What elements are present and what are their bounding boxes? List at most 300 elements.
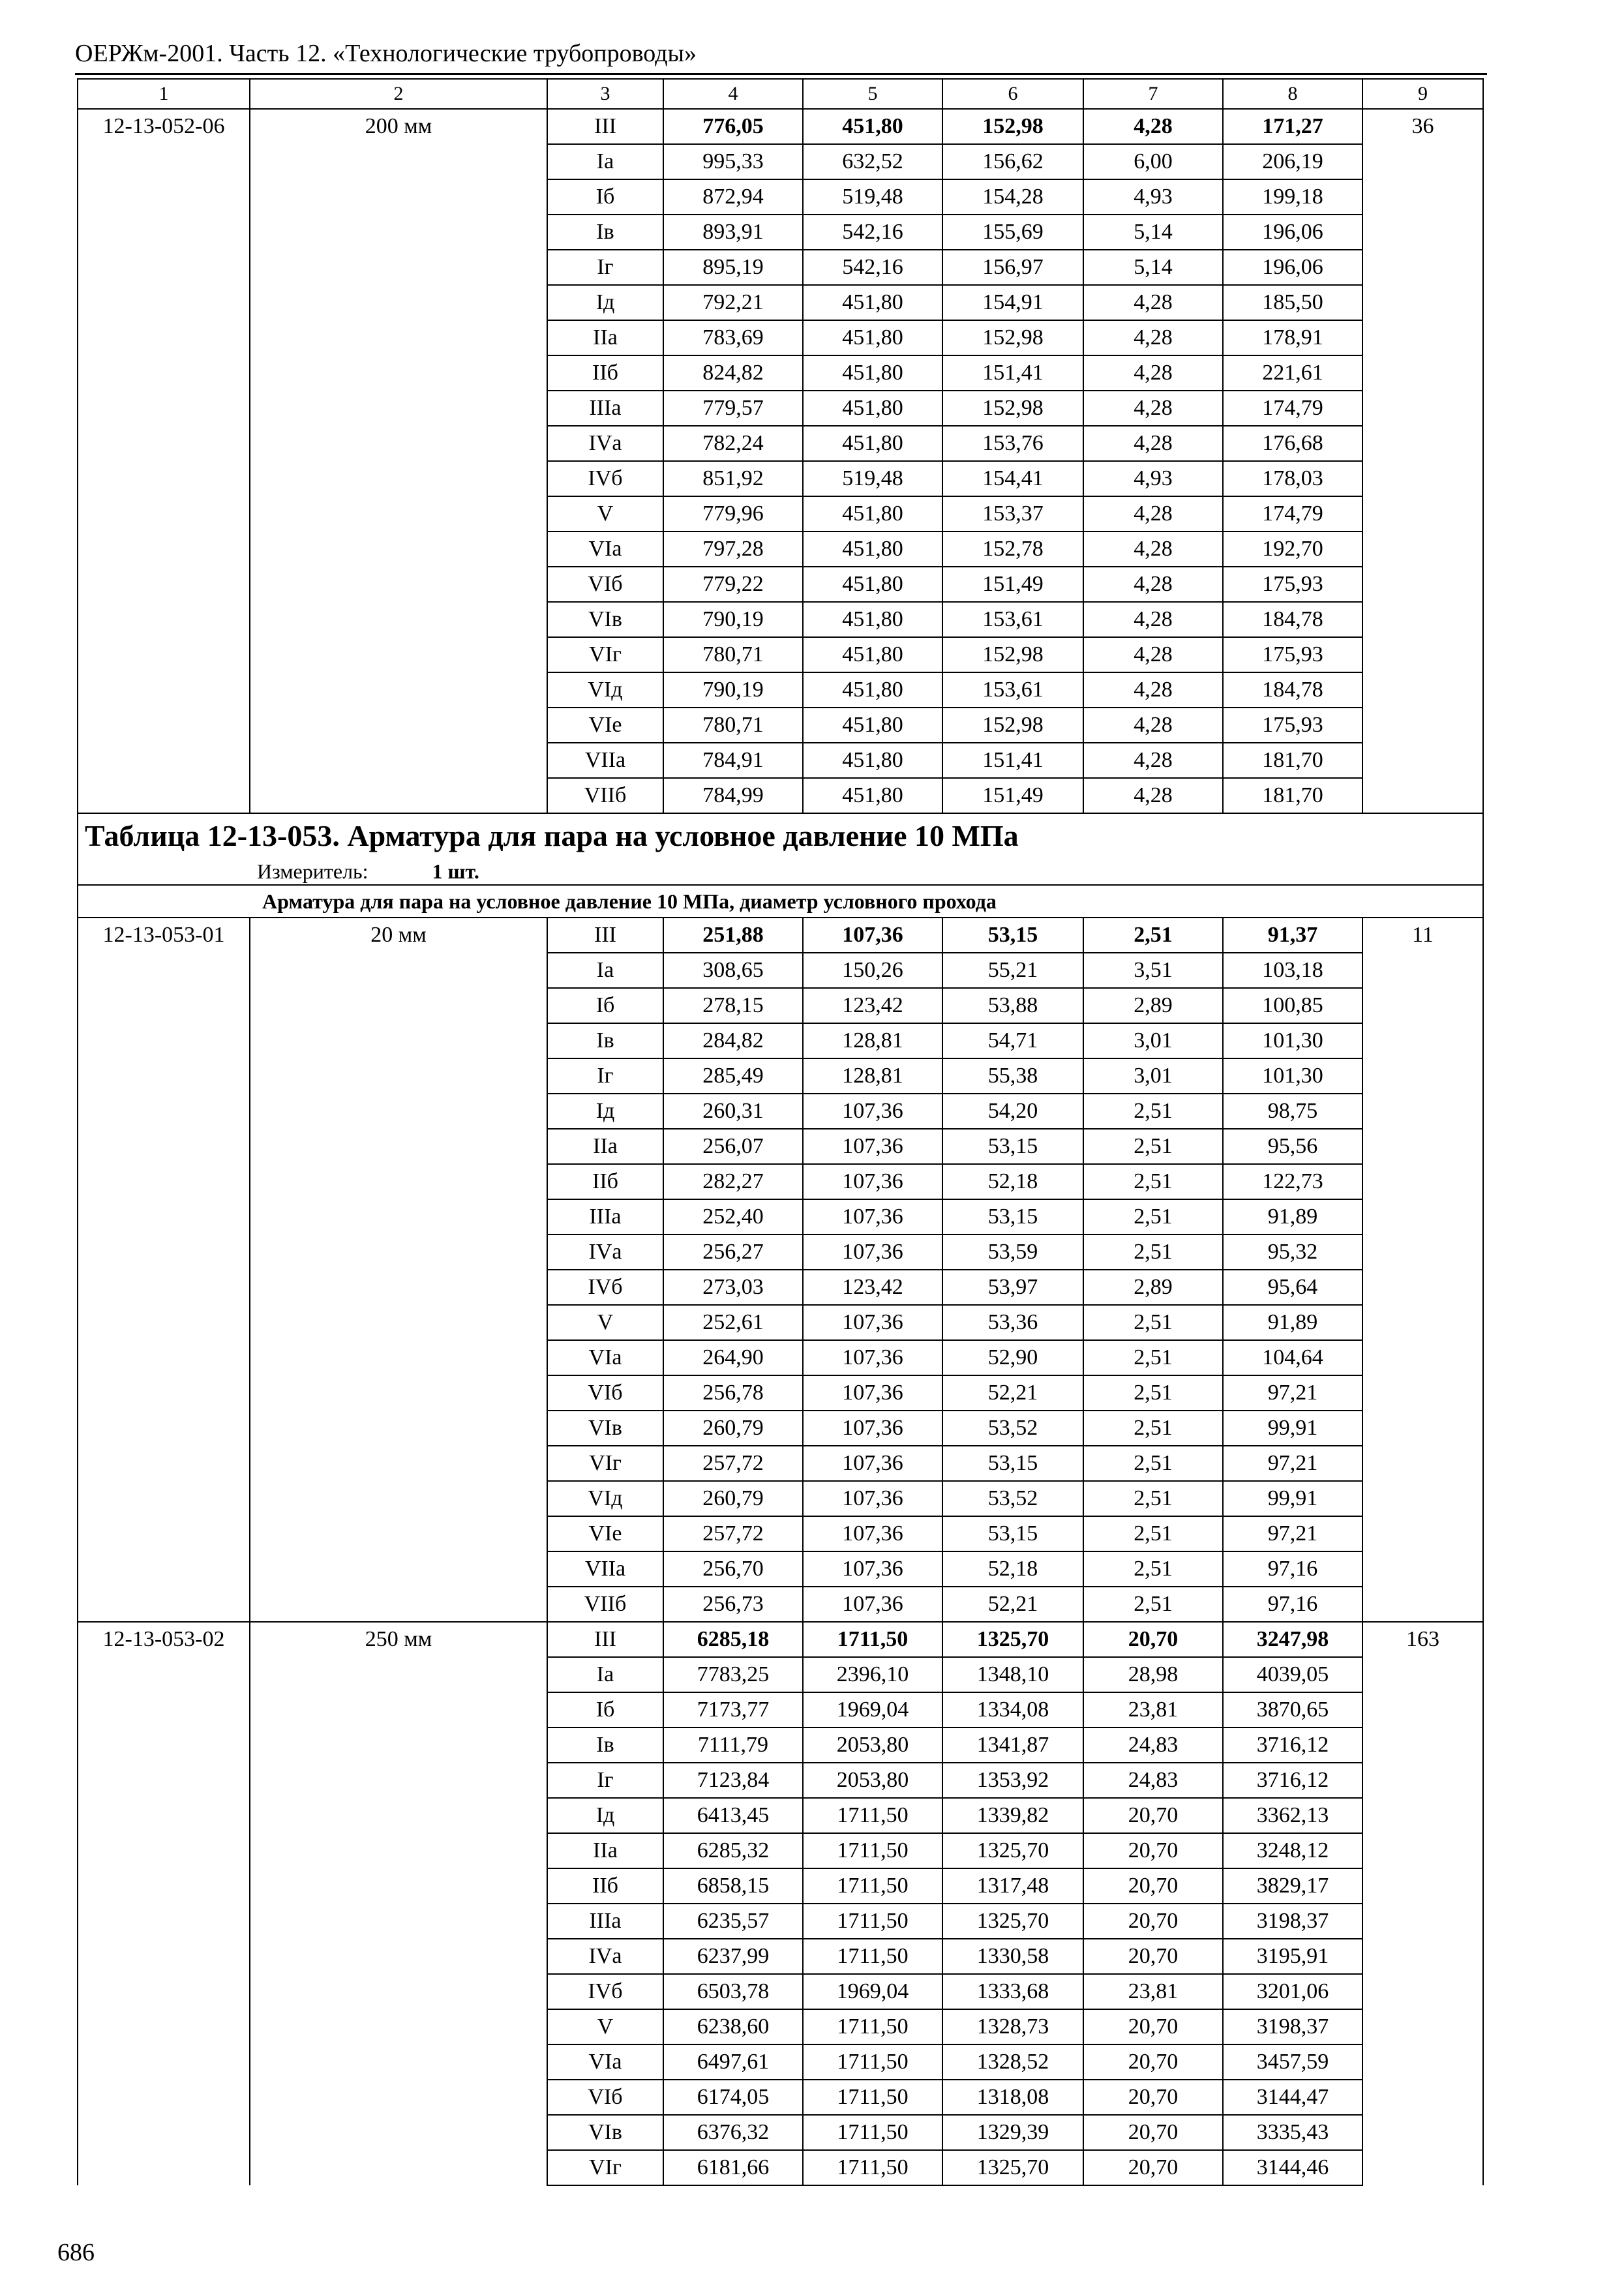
rate-code — [78, 1234, 250, 1270]
value-cell: 2,51 — [1083, 1446, 1223, 1481]
value-cell: 20,70 — [1083, 2009, 1223, 2044]
table-row — [78, 2080, 1483, 2115]
value-cell: 784,91 — [663, 743, 803, 778]
rate-code — [78, 1270, 250, 1305]
value-cell: 783,69 — [663, 320, 803, 355]
value-cell: 1711,50 — [803, 2080, 942, 2115]
value-cell: 6174,05 — [663, 2080, 803, 2115]
value-cell: 52,21 — [942, 1375, 1083, 1411]
pipe-diameter — [250, 672, 547, 708]
value-cell: 451,80 — [803, 531, 942, 567]
value-cell: 24,83 — [1083, 1728, 1223, 1763]
zone-label: Iв — [547, 215, 663, 250]
mass-value — [1362, 1270, 1483, 1305]
pipe-diameter — [250, 1446, 547, 1481]
pipe-diameter: 20 мм — [250, 918, 547, 953]
value-cell: 6858,15 — [663, 1868, 803, 1904]
value-cell: 780,71 — [663, 708, 803, 743]
table-title-row — [78, 813, 1483, 858]
rate-code — [78, 355, 250, 391]
value-cell: 7173,77 — [663, 1692, 803, 1728]
value-cell: 101,30 — [1223, 1058, 1362, 1094]
value-cell: 451,80 — [803, 391, 942, 426]
value-cell: 153,61 — [942, 602, 1083, 637]
table-row — [78, 602, 1483, 637]
mass-value — [1362, 496, 1483, 531]
value-cell: 285,49 — [663, 1058, 803, 1094]
table-row — [78, 778, 1483, 813]
pipe-diameter — [250, 637, 547, 672]
rate-code — [78, 2044, 250, 2080]
value-cell: 53,36 — [942, 1305, 1083, 1340]
rate-code — [78, 531, 250, 567]
value-cell: 1969,04 — [803, 1692, 942, 1728]
mass-value — [1362, 1164, 1483, 1199]
mass-value — [1362, 708, 1483, 743]
rate-code — [78, 1551, 250, 1587]
value-cell: 7123,84 — [663, 1763, 803, 1798]
pipe-diameter — [250, 320, 547, 355]
value-cell: 176,68 — [1223, 426, 1362, 461]
zone-label: Iб — [547, 988, 663, 1023]
value-cell: 24,83 — [1083, 1763, 1223, 1798]
pipe-diameter — [250, 2009, 547, 2044]
pipe-diameter — [250, 1692, 547, 1728]
pipe-diameter — [250, 1763, 547, 1798]
value-cell: 2,51 — [1083, 1234, 1223, 1270]
rate-code — [78, 2009, 250, 2044]
zone-label: IVб — [547, 1974, 663, 2009]
pipe-diameter — [250, 1657, 547, 1692]
value-cell: 20,70 — [1083, 1833, 1223, 1868]
value-cell: 154,28 — [942, 179, 1083, 215]
value-cell: 2,89 — [1083, 988, 1223, 1023]
value-cell: 824,82 — [663, 355, 803, 391]
value-cell: 152,98 — [942, 637, 1083, 672]
zone-label: VIа — [547, 1340, 663, 1375]
table-row — [78, 1023, 1483, 1058]
value-cell: 260,79 — [663, 1411, 803, 1446]
pipe-diameter — [250, 1023, 547, 1058]
rate-code — [78, 672, 250, 708]
zone-label: Iд — [547, 1798, 663, 1833]
value-cell: 2,51 — [1083, 1094, 1223, 1129]
value-cell: 152,98 — [942, 391, 1083, 426]
pipe-diameter — [250, 743, 547, 778]
value-cell: 995,33 — [663, 144, 803, 179]
value-cell: 152,98 — [942, 708, 1083, 743]
table-row — [78, 1868, 1483, 1904]
value-cell: 779,96 — [663, 496, 803, 531]
mass-value — [1362, 1728, 1483, 1763]
table-row — [78, 1129, 1483, 1164]
column-number: 2 — [250, 79, 547, 109]
value-cell: 178,03 — [1223, 461, 1362, 496]
value-cell: 1329,39 — [942, 2115, 1083, 2150]
rate-code — [78, 1129, 250, 1164]
value-cell: 782,24 — [663, 426, 803, 461]
zone-label: VIб — [547, 1375, 663, 1411]
pipe-diameter — [250, 1516, 547, 1551]
rate-code — [78, 1481, 250, 1516]
value-cell: 256,73 — [663, 1587, 803, 1622]
value-cell: 206,19 — [1223, 144, 1362, 179]
value-cell: 519,48 — [803, 179, 942, 215]
value-cell: 542,16 — [803, 215, 942, 250]
value-cell: 221,61 — [1223, 355, 1362, 391]
zone-label: VIд — [547, 1481, 663, 1516]
value-cell: 97,21 — [1223, 1375, 1362, 1411]
value-cell: 3362,13 — [1223, 1798, 1362, 1833]
value-cell: 3,51 — [1083, 953, 1223, 988]
value-cell: 52,21 — [942, 1587, 1083, 1622]
value-cell: 257,72 — [663, 1516, 803, 1551]
mass-value — [1362, 1763, 1483, 1798]
mass-value — [1362, 250, 1483, 285]
pipe-diameter — [250, 2150, 547, 2185]
value-cell: 3248,12 — [1223, 1833, 1362, 1868]
mass-value — [1362, 1129, 1483, 1164]
value-cell: 128,81 — [803, 1023, 942, 1058]
value-cell: 4,28 — [1083, 531, 1223, 567]
value-cell: 3870,65 — [1223, 1692, 1362, 1728]
value-cell: 4,28 — [1083, 708, 1223, 743]
value-cell: 451,80 — [803, 426, 942, 461]
value-cell: 181,70 — [1223, 743, 1362, 778]
value-cell: 154,91 — [942, 285, 1083, 320]
table-row — [78, 496, 1483, 531]
zone-label: V — [547, 2009, 663, 2044]
value-cell: 1339,82 — [942, 1798, 1083, 1833]
value-cell: 97,16 — [1223, 1587, 1362, 1622]
value-cell: 107,36 — [803, 1340, 942, 1375]
value-cell: 4,28 — [1083, 637, 1223, 672]
value-cell: 52,18 — [942, 1551, 1083, 1587]
table-row — [78, 144, 1483, 179]
value-cell: 4,93 — [1083, 179, 1223, 215]
mass-value: 11 — [1362, 918, 1483, 953]
value-cell: 2,51 — [1083, 1305, 1223, 1340]
value-cell: 3716,12 — [1223, 1763, 1362, 1798]
value-cell: 1330,58 — [942, 1939, 1083, 1974]
value-cell: 20,70 — [1083, 1868, 1223, 1904]
pipe-diameter: 250 мм — [250, 1622, 547, 1657]
value-cell: 107,36 — [803, 1551, 942, 1587]
value-cell: 53,59 — [942, 1234, 1083, 1270]
value-cell: 1711,50 — [803, 1939, 942, 1974]
zone-label: Iа — [547, 1657, 663, 1692]
table-row — [78, 918, 1483, 953]
value-cell: 7111,79 — [663, 1728, 803, 1763]
value-cell: 98,75 — [1223, 1094, 1362, 1129]
value-cell: 2396,10 — [803, 1657, 942, 1692]
table-row — [78, 1587, 1483, 1622]
value-cell: 260,79 — [663, 1481, 803, 1516]
price-table-body — [78, 79, 1483, 2185]
value-cell: 1348,10 — [942, 1657, 1083, 1692]
zone-label: VIг — [547, 1446, 663, 1481]
value-cell: 122,73 — [1223, 1164, 1362, 1199]
rate-code — [78, 1763, 250, 1798]
value-cell: 6413,45 — [663, 1798, 803, 1833]
rate-code — [78, 1587, 250, 1622]
table-row — [78, 1939, 1483, 1974]
zone-label: Iг — [547, 1058, 663, 1094]
value-cell: 851,92 — [663, 461, 803, 496]
rate-code — [78, 1833, 250, 1868]
value-cell: 53,15 — [942, 1199, 1083, 1234]
pipe-diameter — [250, 144, 547, 179]
value-cell: 154,41 — [942, 461, 1083, 496]
value-cell: 107,36 — [803, 1375, 942, 1411]
mass-value — [1362, 1446, 1483, 1481]
mass-value — [1362, 320, 1483, 355]
value-cell: 3829,17 — [1223, 1868, 1362, 1904]
mass-value — [1362, 1199, 1483, 1234]
value-cell: 153,61 — [942, 672, 1083, 708]
zone-label: VIIа — [547, 743, 663, 778]
value-cell: 97,21 — [1223, 1516, 1362, 1551]
value-cell: 20,70 — [1083, 2044, 1223, 2080]
table-row — [78, 1270, 1483, 1305]
pipe-diameter — [250, 391, 547, 426]
table-row — [78, 988, 1483, 1023]
value-cell: 1317,48 — [942, 1868, 1083, 1904]
column-number: 6 — [942, 79, 1083, 109]
value-cell: 5,14 — [1083, 215, 1223, 250]
value-cell: 107,36 — [803, 1164, 942, 1199]
mass-value — [1362, 1833, 1483, 1868]
value-cell: 3,01 — [1083, 1058, 1223, 1094]
value-cell: 4,28 — [1083, 496, 1223, 531]
value-cell: 178,91 — [1223, 320, 1362, 355]
pipe-diameter — [250, 285, 547, 320]
rate-code — [78, 1164, 250, 1199]
value-cell: 4,28 — [1083, 602, 1223, 637]
value-cell: 53,15 — [942, 1516, 1083, 1551]
value-cell: 54,71 — [942, 1023, 1083, 1058]
value-cell: 6235,57 — [663, 1904, 803, 1939]
pipe-diameter — [250, 602, 547, 637]
mass-value — [1362, 1551, 1483, 1587]
zone-label: VIIб — [547, 1587, 663, 1622]
value-cell: 632,52 — [803, 144, 942, 179]
value-cell: 91,37 — [1223, 918, 1362, 953]
value-cell: 451,80 — [803, 567, 942, 602]
table-row — [78, 2115, 1483, 2150]
rate-code — [78, 144, 250, 179]
value-cell: 1325,70 — [942, 2150, 1083, 2185]
value-cell: 797,28 — [663, 531, 803, 567]
zone-label: VIа — [547, 2044, 663, 2080]
rate-code: 12-13-053-02 — [78, 1622, 250, 1657]
zone-label: IVа — [547, 1234, 663, 1270]
zone-label: IIб — [547, 1164, 663, 1199]
zone-label: IIIа — [547, 1904, 663, 1939]
rate-code — [78, 1199, 250, 1234]
value-cell: 175,93 — [1223, 567, 1362, 602]
column-number: 4 — [663, 79, 803, 109]
mass-value — [1362, 1094, 1483, 1129]
rate-code — [78, 1375, 250, 1411]
value-cell: 2,89 — [1083, 1270, 1223, 1305]
rate-code — [78, 179, 250, 215]
zone-label: VIг — [547, 2150, 663, 2185]
value-cell: 4,28 — [1083, 320, 1223, 355]
mass-value — [1362, 1798, 1483, 1833]
mass-value — [1362, 672, 1483, 708]
mass-value — [1362, 1939, 1483, 1974]
zone-label: III — [547, 918, 663, 953]
zone-label: Iв — [547, 1728, 663, 1763]
value-cell: 2053,80 — [803, 1728, 942, 1763]
zone-label: IVб — [547, 1270, 663, 1305]
zone-label: VIг — [547, 637, 663, 672]
zone-label: III — [547, 109, 663, 144]
value-cell: 1325,70 — [942, 1622, 1083, 1657]
zone-label: V — [547, 496, 663, 531]
table-row — [78, 1516, 1483, 1551]
value-cell: 451,80 — [803, 285, 942, 320]
value-cell: 256,70 — [663, 1551, 803, 1587]
value-cell: 152,78 — [942, 531, 1083, 567]
zone-label: Iа — [547, 953, 663, 988]
rate-code — [78, 215, 250, 250]
rate-code — [78, 2150, 250, 2185]
value-cell: 101,30 — [1223, 1023, 1362, 1058]
mass-value — [1362, 1587, 1483, 1622]
value-cell: 97,21 — [1223, 1446, 1362, 1481]
table-subtitle: Арматура для пара на условное давление 10 МПа, диаметр условного прохода — [78, 885, 1483, 918]
value-cell: 3198,37 — [1223, 2009, 1362, 2044]
value-cell: 4,28 — [1083, 391, 1223, 426]
value-cell: 3195,91 — [1223, 1939, 1362, 1974]
value-cell: 20,70 — [1083, 1798, 1223, 1833]
value-cell: 123,42 — [803, 1270, 942, 1305]
value-cell: 6376,32 — [663, 2115, 803, 2150]
value-cell: 192,70 — [1223, 531, 1362, 567]
table-row — [78, 1375, 1483, 1411]
mass-value — [1362, 179, 1483, 215]
value-cell: 1969,04 — [803, 1974, 942, 2009]
value-cell: 20,70 — [1083, 1622, 1223, 1657]
value-cell: 150,26 — [803, 953, 942, 988]
value-cell: 151,41 — [942, 743, 1083, 778]
table-row — [78, 1763, 1483, 1798]
pipe-diameter — [250, 567, 547, 602]
zone-label: Iа — [547, 144, 663, 179]
value-cell: 1334,08 — [942, 1692, 1083, 1728]
table-row — [78, 1305, 1483, 1340]
table-row — [78, 285, 1483, 320]
mass-value — [1362, 391, 1483, 426]
measure-cell — [78, 858, 1483, 885]
mass-value — [1362, 1023, 1483, 1058]
table-row — [78, 743, 1483, 778]
pipe-diameter — [250, 2115, 547, 2150]
value-cell: 6285,18 — [663, 1622, 803, 1657]
value-cell: 1711,50 — [803, 2115, 942, 2150]
rate-code — [78, 1868, 250, 1904]
value-cell: 107,36 — [803, 918, 942, 953]
mass-value — [1362, 1481, 1483, 1516]
mass-value — [1362, 1340, 1483, 1375]
table-row — [78, 953, 1483, 988]
zone-label: VIIб — [547, 778, 663, 813]
rate-code — [78, 778, 250, 813]
column-number: 3 — [547, 79, 663, 109]
value-cell: 451,80 — [803, 708, 942, 743]
pipe-diameter — [250, 953, 547, 988]
value-cell: 1711,50 — [803, 1904, 942, 1939]
value-cell: 256,27 — [663, 1234, 803, 1270]
column-number-row — [78, 79, 1483, 109]
value-cell: 156,97 — [942, 250, 1083, 285]
pipe-diameter — [250, 426, 547, 461]
value-cell: 451,80 — [803, 320, 942, 355]
value-cell: 252,61 — [663, 1305, 803, 1340]
value-cell: 107,36 — [803, 1446, 942, 1481]
value-cell: 3,01 — [1083, 1023, 1223, 1058]
table-row — [78, 1481, 1483, 1516]
zone-label: VIв — [547, 602, 663, 637]
value-cell: 91,89 — [1223, 1305, 1362, 1340]
rate-code — [78, 1516, 250, 1551]
zone-label: IIа — [547, 1833, 663, 1868]
value-cell: 20,70 — [1083, 1939, 1223, 1974]
value-cell: 4,93 — [1083, 461, 1223, 496]
value-cell: 308,65 — [663, 953, 803, 988]
value-cell: 1711,50 — [803, 1798, 942, 1833]
table-row — [78, 1904, 1483, 1939]
pipe-diameter — [250, 1234, 547, 1270]
zone-label: IIа — [547, 1129, 663, 1164]
pipe-diameter — [250, 1974, 547, 2009]
value-cell: 1711,50 — [803, 2009, 942, 2044]
price-table — [77, 78, 1484, 2186]
rate-code — [78, 1974, 250, 2009]
mass-value — [1362, 778, 1483, 813]
value-cell: 278,15 — [663, 988, 803, 1023]
zone-label: Iб — [547, 1692, 663, 1728]
table-row — [78, 1798, 1483, 1833]
value-cell: 175,93 — [1223, 708, 1362, 743]
value-cell: 1711,50 — [803, 1868, 942, 1904]
mass-value — [1362, 2115, 1483, 2150]
table-row — [78, 1199, 1483, 1234]
table-row — [78, 1692, 1483, 1728]
pipe-diameter — [250, 1340, 547, 1375]
value-cell: 260,31 — [663, 1094, 803, 1129]
value-cell: 151,41 — [942, 355, 1083, 391]
value-cell: 54,20 — [942, 1094, 1083, 1129]
value-cell: 128,81 — [803, 1058, 942, 1094]
mass-value — [1362, 1692, 1483, 1728]
mass-value — [1362, 1058, 1483, 1094]
value-cell: 1325,70 — [942, 1904, 1083, 1939]
value-cell: 23,81 — [1083, 1974, 1223, 2009]
value-cell: 53,15 — [942, 918, 1083, 953]
value-cell: 3457,59 — [1223, 2044, 1362, 2080]
value-cell: 107,36 — [803, 1305, 942, 1340]
zone-label: IVа — [547, 426, 663, 461]
value-cell: 790,19 — [663, 602, 803, 637]
rate-code: 12-13-053-01 — [78, 918, 250, 953]
rate-code — [78, 250, 250, 285]
rate-code — [78, 2080, 250, 2115]
zone-label: VIIа — [547, 1551, 663, 1587]
pipe-diameter — [250, 496, 547, 531]
